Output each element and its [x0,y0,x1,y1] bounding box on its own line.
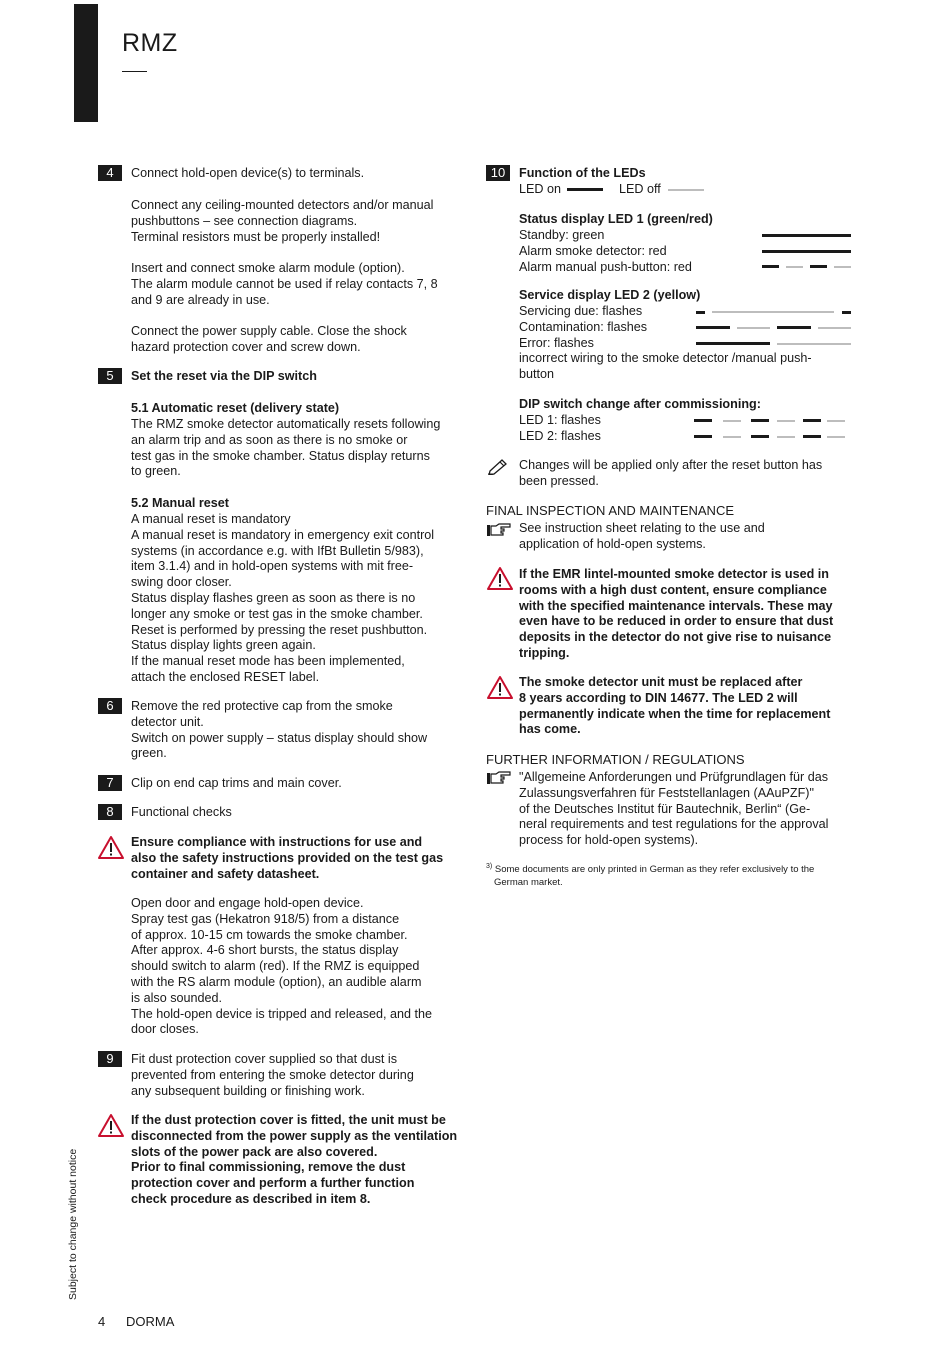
text-line: Ensure compliance with instructions for use and [131,835,423,849]
text-line: of approx. 10-15 cm towards the smoke chamber. [131,927,408,942]
led-pattern-segment [723,436,741,438]
text-line: Open door and engage hold-open device. [131,896,364,910]
text-line: If the manual reset mode has been implemented, [131,654,405,669]
step-8-text: Functional checks [131,805,232,819]
warning-triangle-icon [97,1113,125,1138]
text-line: deposits in the detector do not give rise to nuisance [519,630,832,645]
text-line: slots of the power pack are also covered. [131,1144,378,1159]
led-legend-off-label: LED off [619,182,661,196]
step-number-7: 7 [98,775,122,791]
led-pattern-segment [712,311,834,313]
step-number-8: 8 [98,804,122,820]
step-10-heading: Function of the LEDs [519,166,646,180]
manual-reset-heading: 5.2 Manual reset [131,496,229,510]
pointing-hand-icon [486,770,512,786]
text-line: The RMZ smoke detector automatically resets following [131,417,441,431]
text-line: been pressed. [519,473,599,488]
text-line: Connect any ceiling-mounted detectors and/or manual [131,198,434,212]
text-line: any subsequent building or finishing work. [131,1083,365,1098]
text-line: application of hold-open systems. [519,536,706,551]
footnote-mark: 3) [486,863,493,870]
led-pattern-segment [777,343,851,345]
footnote [486,861,846,889]
text-line: incorrect wiring to the smoke detector /manual push- [519,351,812,366]
text-line: should switch to alarm (red). If the RMZ is equipped [131,959,420,974]
step-5-heading: Set the reset via the DIP switch [131,369,317,383]
text-line: Changes will be applied only after the reset button has [519,458,823,472]
text-line: of the Deutsches Institut für Bautechnik, Berlin“ (Ge- [519,801,811,816]
led-pattern-segment [696,342,770,345]
text-line: 8 years according to DIN 14677. The LED 2 will [519,690,798,705]
footnote-line: German market. [494,876,563,888]
text-line: Insert and connect smoke alarm module (option). [131,261,405,275]
led-pattern-segment [694,419,712,422]
warning-triangle-icon [97,835,125,860]
led-pattern-segment [751,435,769,438]
text-line: Alarm smoke detector: red [519,243,667,258]
text-line: has come. [519,722,581,737]
manual-reset-text [131,512,466,686]
text-line: swing door closer. [131,575,232,590]
header-black-bar [74,4,98,122]
led-pattern-segment [762,265,779,268]
auto-reset-heading: 5.1 Automatic reset (delivery state) [131,401,340,415]
step-number-5: 5 [98,368,122,384]
step-8-procedure [131,896,466,1038]
led-pattern-segment [723,420,741,422]
text-line: with the specified maintenance intervals. These may [519,598,833,613]
led-on-indicator [567,188,603,191]
text-line: even have to be reduced in order to ensure that dust [519,614,834,629]
text-line: The hold-open device is tripped and released, and the [131,1006,433,1021]
text-line: The alarm module cannot be used if relay contacts 7, 8 [131,276,438,291]
text-line: longer any smoke or test gas in the smoke chamber. [131,606,423,621]
led-pattern-segment [696,311,705,314]
reset-note [519,458,859,490]
text-line: See instruction sheet relating to the use and [519,521,765,535]
text-line: prevented from entering the smoke detector during [131,1067,414,1082]
text-line: and 9 are already in use. [131,292,270,307]
text-line: "Allgemeine Anforderungen und Prüfgrundlagen für das [519,770,829,784]
led-pattern-segment [803,435,821,438]
step-9-warning [131,1113,466,1208]
led-pattern-segment [751,419,769,422]
further-info-heading: FURTHER INFORMATION / REGULATIONS [486,752,745,767]
text-line: LED 2: flashes [519,428,601,443]
led-pattern-alarm-smoke [762,250,851,253]
footnote-text: Some documents are only printed in German as they refer exclusively to the [494,864,815,876]
status-display-heading: Status display LED 1 (green/red) [519,212,713,226]
led-pattern-segment [818,327,851,329]
led-pattern-standby [762,234,851,237]
pencil-note-icon [487,457,509,475]
sidebar-note: Subject to change without notice [67,1148,79,1300]
text-line: Prior to final commissioning, remove the dust [131,1160,406,1175]
text-line: attach the enclosed RESET label. [131,669,320,684]
step-4-para-3 [131,324,466,356]
led-pattern-segment [842,311,851,314]
text-line: check procedure as described in item 8. [131,1191,371,1206]
footnote-line [486,861,846,877]
warning-triangle-icon [486,566,514,591]
led-pattern-segment [737,327,770,329]
footer-brand: DORMA [126,1314,175,1329]
text-line: pushbuttons – see connection diagrams. [131,213,358,228]
led-pattern-segment [696,326,730,329]
text-line: detector unit. [131,714,204,729]
step-number-9: 9 [98,1051,122,1067]
text-line: an alarm trip and as soon as there is no smoke or [131,432,408,447]
text-line: Status display lights green again. [131,638,316,653]
text-line: item 3.1.4) and in hold-open systems with mit free- [131,559,414,574]
led-pattern-segment [803,419,821,422]
dip-items [519,413,859,445]
text-line: Spray test gas (Hekatron 918/5) from a distance [131,911,400,926]
led-pattern-segment [777,436,795,438]
text-line: process for hold-open systems). [519,833,699,848]
text-line: door closes. [131,1022,199,1037]
text-line: to green. [131,464,181,479]
text-line: Contamination: flashes [519,319,648,334]
text-line: test gas in the smoke chamber. Status display returns [131,448,430,463]
text-line: green. [131,746,167,761]
text-line: A manual reset is mandatory [131,512,291,526]
replacement-warning [519,675,859,738]
text-line: with the RS alarm module (option), an audible alarm [131,974,422,989]
dip-switch-heading: DIP switch change after commissioning: [519,397,761,411]
text-line: Standby: green [519,228,605,242]
warning-triangle-icon [486,675,514,700]
text-line: Connect the power supply cable. Close the shock [131,324,407,338]
text-line: tripping. [519,645,570,660]
dust-warning [519,567,859,662]
text-line: Switch on power supply – status display should show [131,730,428,745]
text-line: container and safety datasheet. [131,866,320,881]
text-line: systems (in accordance e.g. with IfBt Bulletin 5/983), [131,543,424,558]
text-line: hazard protection cover and screw down. [131,339,361,354]
title-underline [122,71,147,72]
pointing-hand-icon [486,522,512,538]
led-pattern-segment [786,266,803,268]
text-line: rooms with a high dust content, ensure compliance [519,582,827,597]
final-inspection-text [519,521,859,553]
text-line: permanently indicate when the time for replacement [519,706,831,721]
text-line: Error: flashes [519,335,594,350]
text-line: is also sounded. [131,990,223,1005]
text-line: Alarm manual push-button: red [519,259,692,274]
text-line: Servicing due: flashes [519,304,643,318]
led-pattern-segment [834,266,851,268]
page-number: 4 [98,1314,106,1329]
further-info-text [519,770,859,849]
led-pattern-segment [694,435,712,438]
step-6-text [131,699,466,762]
service-display-heading: Service display LED 2 (yellow) [519,288,701,302]
text-line: Terminal resistors must be properly installed! [131,229,381,244]
step-7-text: Clip on end cap trims and main cover. [131,776,342,790]
step-number-10: 10 [486,165,510,181]
text-line: Status display flashes green as soon as there is no [131,590,416,605]
page-title: RMZ [122,29,178,57]
text-line: Remove the red protective cap from the smoke [131,699,393,713]
step-9-text [131,1052,466,1099]
led-pattern-segment [827,436,845,438]
led-pattern-segment [827,420,845,422]
step-number-4: 4 [98,165,122,181]
text-line: After approx. 4-6 short bursts, the status display [131,943,399,958]
auto-reset-text [131,417,466,480]
text-line: disconnected from the power supply as the ventilation [131,1128,458,1143]
final-inspection-heading: FINAL INSPECTION AND MAINTENANCE [486,503,734,518]
step-4-para-2 [131,261,466,308]
text-line: protection cover and perform a further function [131,1176,415,1191]
text-line: LED 1: flashes [519,413,601,427]
led-pattern-segment [810,265,827,268]
step-8-warning [131,835,466,882]
led-legend-on-label: LED on [519,182,562,196]
led-pattern-segment [777,326,811,329]
text-line: Reset is performed by pressing the reset pushbutton. [131,622,428,637]
text-line: If the EMR lintel-mounted smoke detector is used in [519,567,829,581]
text-line: If the dust protection cover is fitted, the unit must be [131,1113,446,1127]
text-line: Fit dust protection cover supplied so that dust is [131,1052,398,1066]
text-line: also the safety instructions provided on the test gas [131,850,444,865]
step-4-text: Connect hold-open device(s) to terminals. [131,166,365,180]
text-line: neral requirements and test regulations for the approval [519,817,829,832]
led-off-indicator [668,189,704,191]
text-line: The smoke detector unit must be replaced after [519,675,803,689]
text-line: A manual reset is mandatory in emergency exit control [131,527,435,542]
step-number-6: 6 [98,698,122,714]
step-4-para-1 [131,198,466,245]
text-line: Zulassungsverfahren für Feststellanlagen (AAuPZF)" [519,785,814,800]
led-pattern-segment [777,420,795,422]
text-line: button [519,367,555,382]
